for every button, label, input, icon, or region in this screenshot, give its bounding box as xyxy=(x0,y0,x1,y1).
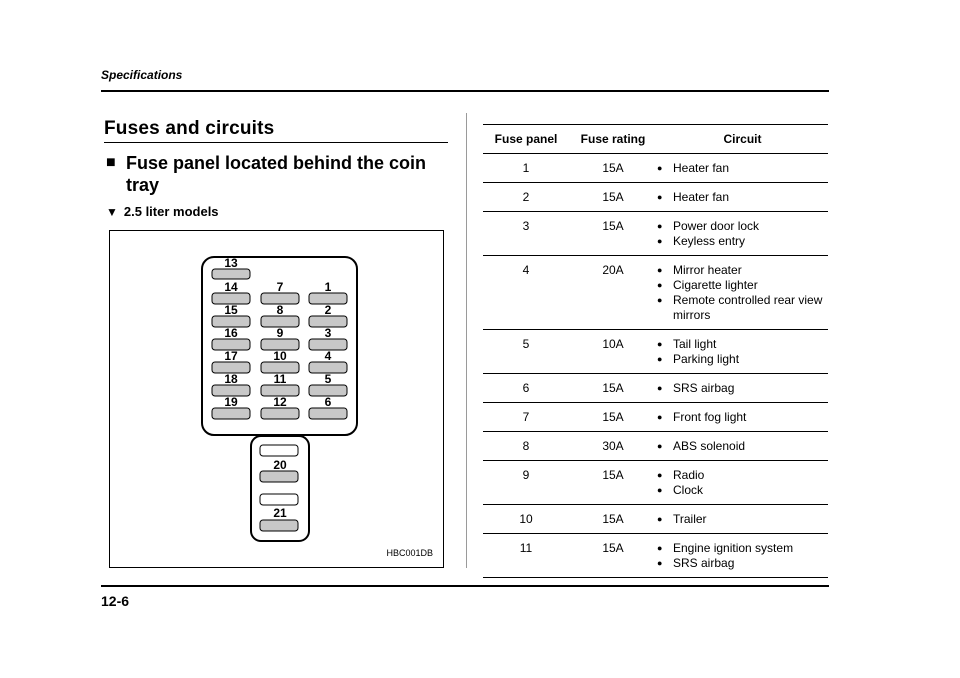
circuit-item: ● Radio xyxy=(657,468,828,483)
circuit-item: ● Mirror heater xyxy=(657,263,828,278)
fuse-slot xyxy=(309,408,347,419)
fuse-number-label: 6 xyxy=(324,395,332,409)
circuit-cell xyxy=(657,330,828,374)
circuit-cell xyxy=(657,505,828,534)
fuse-number-label: 19 xyxy=(224,395,238,409)
fuse-rating-cell: 15A xyxy=(569,183,657,212)
table-row xyxy=(483,461,828,505)
fuse-number-label: 20 xyxy=(273,458,287,472)
circuit-item: ● Parking light xyxy=(657,352,828,367)
fuse-number-label: 3 xyxy=(324,326,332,340)
fuse-slot xyxy=(260,445,298,456)
fuse-rating-cell: 20A xyxy=(569,256,657,330)
column-header-fuse-panel: Fuse panel xyxy=(483,125,569,154)
table-row xyxy=(483,330,828,374)
table-row xyxy=(483,432,828,461)
fuse-panel-cell: 3 xyxy=(483,212,569,256)
table-header-row xyxy=(483,125,828,154)
fuse-number-label: 17 xyxy=(224,349,238,363)
circuit-item: ● Remote controlled rear view mirrors xyxy=(657,293,828,323)
running-header: Specifications xyxy=(101,68,183,82)
fuse-slot xyxy=(260,471,298,482)
circuit-item: ● Trailer xyxy=(657,512,828,527)
fuse-table-body xyxy=(483,154,828,578)
fuse-number-label: 13 xyxy=(224,256,238,270)
circuit-cell xyxy=(657,461,828,505)
column-divider xyxy=(466,113,467,568)
fuse-rating-cell: 15A xyxy=(569,403,657,432)
circuit-item: ● Clock xyxy=(657,483,828,498)
page-number: 12-6 xyxy=(101,593,130,609)
fuse-number-label: 14 xyxy=(224,280,238,294)
fuse-number-label: 18 xyxy=(224,372,238,386)
fuse-panel-cell: 6 xyxy=(483,374,569,403)
fuse-rating-cell: 15A xyxy=(569,374,657,403)
fuse-number-label: 4 xyxy=(324,349,332,363)
title-rule xyxy=(104,142,448,143)
table-row xyxy=(483,212,828,256)
fuse-table xyxy=(483,124,828,578)
fuse-number-label: 21 xyxy=(273,506,287,520)
column-header-circuit: Circuit xyxy=(657,125,828,154)
circuit-item: ● Heater fan xyxy=(657,161,828,176)
fuse-panel-drawing xyxy=(110,231,445,569)
fuse-panel-cell: 9 xyxy=(483,461,569,505)
circuit-item: ● Cigarette lighter xyxy=(657,278,828,293)
circuit-item: ● SRS airbag xyxy=(657,556,828,571)
column-header-fuse-rating: Fuse rating xyxy=(569,125,657,154)
circuit-item: ● Heater fan xyxy=(657,190,828,205)
table-row xyxy=(483,534,828,578)
circuit-item: ● Keyless entry xyxy=(657,234,828,249)
circuit-item: ● ABS solenoid xyxy=(657,439,828,454)
fuse-number-label: 1 xyxy=(324,280,332,294)
fuse-number-label: 5 xyxy=(324,372,332,386)
fuse-slot xyxy=(260,494,298,505)
fuse-number-label: 16 xyxy=(224,326,238,340)
circuit-item: ● Tail light xyxy=(657,337,828,352)
fuse-rating-cell: 15A xyxy=(569,461,657,505)
circuit-item: ● SRS airbag xyxy=(657,381,828,396)
circuit-item: ● Front fog light xyxy=(657,410,828,425)
subheading-text: Fuse panel located behind the coin tray xyxy=(126,153,427,195)
circuit-item: ● Engine ignition system xyxy=(657,541,828,556)
circuit-cell xyxy=(657,212,828,256)
table-row xyxy=(483,183,828,212)
fuse-slot xyxy=(261,408,299,419)
square-bullet-icon: ■ xyxy=(106,154,116,171)
page-title: Fuses and circuits xyxy=(104,118,275,139)
fuse-panel-cell: 11 xyxy=(483,534,569,578)
fuse-panel-cell: 7 xyxy=(483,403,569,432)
fuse-number-label: 2 xyxy=(324,303,332,317)
header-rule xyxy=(101,90,829,92)
fuse-panel-cell: 4 xyxy=(483,256,569,330)
fuse-panel-cell: 1 xyxy=(483,154,569,183)
fuse-number-label: 11 xyxy=(273,372,287,386)
triangle-down-icon: ▼ xyxy=(106,205,118,219)
circuit-cell xyxy=(657,432,828,461)
model-label xyxy=(106,204,219,219)
fuse-number-label: 12 xyxy=(273,395,287,409)
circuit-item: ● Power door lock xyxy=(657,219,828,234)
fuse-number-label: 15 xyxy=(224,303,238,317)
fuse-rating-cell: 15A xyxy=(569,212,657,256)
table-row xyxy=(483,505,828,534)
fuse-rating-cell: 10A xyxy=(569,330,657,374)
fuse-number-label: 10 xyxy=(273,349,287,363)
fuse-panel-cell: 5 xyxy=(483,330,569,374)
circuit-cell xyxy=(657,154,828,183)
fuse-panel-cell: 10 xyxy=(483,505,569,534)
table-row xyxy=(483,154,828,183)
fuse-panel-diagram xyxy=(109,230,444,568)
circuit-cell xyxy=(657,374,828,403)
fuse-rating-cell: 15A xyxy=(569,505,657,534)
fuse-rating-cell: 30A xyxy=(569,432,657,461)
fuse-rating-cell: 15A xyxy=(569,534,657,578)
fuse-panel-cell: 8 xyxy=(483,432,569,461)
fuse-panel-cell: 2 xyxy=(483,183,569,212)
table-row xyxy=(483,374,828,403)
circuit-cell xyxy=(657,183,828,212)
fuse-number-label: 9 xyxy=(276,326,284,340)
subheading xyxy=(106,152,436,196)
fuse-number-label: 8 xyxy=(276,303,284,317)
circuit-cell xyxy=(657,403,828,432)
fuse-slot xyxy=(260,520,298,531)
fuse-table-container xyxy=(483,124,828,578)
circuit-cell xyxy=(657,256,828,330)
fuse-slot xyxy=(212,269,250,279)
fuse-number-label: 7 xyxy=(276,280,284,294)
table-row xyxy=(483,403,828,432)
circuit-cell xyxy=(657,534,828,578)
fuse-slot xyxy=(212,408,250,419)
model-label-text: 2.5 liter models xyxy=(123,204,219,219)
table-row xyxy=(483,256,828,330)
fuse-rating-cell: 15A xyxy=(569,154,657,183)
figure-code: HBC001DB xyxy=(386,548,433,558)
footer-rule xyxy=(101,585,829,587)
